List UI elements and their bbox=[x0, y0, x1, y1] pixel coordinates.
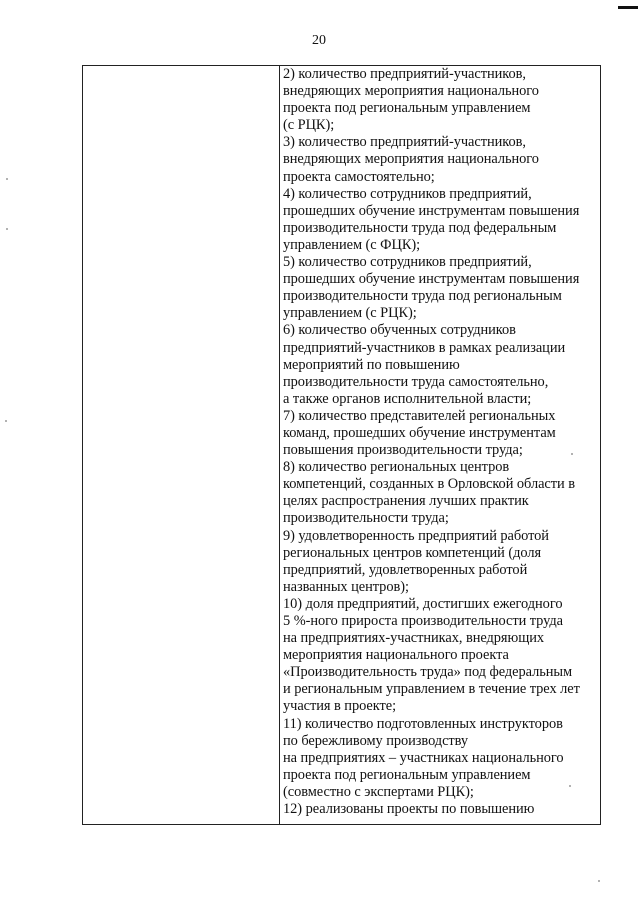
cell-text-line: 10) доля предприятий, достигших ежегодного bbox=[283, 595, 563, 612]
scan-speck bbox=[598, 880, 600, 882]
cell-text-line: 4) количество сотрудников предприятий, bbox=[283, 185, 532, 202]
cell-text-line: 12) реализованы проекты по повышению bbox=[283, 801, 535, 818]
cell-text-line: команд, прошедших обучение инструментам bbox=[283, 424, 556, 441]
cell-text-line: а также органов исполнительной власти; bbox=[283, 390, 532, 407]
cell-text-line: «Производительность труда» под федеральным bbox=[283, 664, 573, 681]
cell-text-line: названных центров); bbox=[283, 578, 409, 595]
scan-corner-mark bbox=[618, 6, 638, 9]
table-left-cell bbox=[83, 66, 280, 825]
cell-text-line: предприятий, удовлетворенных работой bbox=[283, 561, 528, 578]
cell-text-line: производительности труда самостоятельно, bbox=[283, 373, 549, 390]
cell-text-line: 3) количество предприятий-участников, bbox=[283, 134, 526, 151]
cell-text-line: проекта под региональным управлением bbox=[283, 766, 531, 783]
cell-text-line: (совместно с экспертами РЦК); bbox=[283, 783, 474, 800]
scan-speck bbox=[569, 785, 571, 787]
cell-text-line: и региональным управлением в течение трех лет bbox=[283, 681, 580, 698]
cell-text-line: предприятий-участников в рамках реализации bbox=[283, 339, 566, 356]
cell-text-line: прошедших обучение инструментам повышения bbox=[283, 271, 580, 288]
scan-speck bbox=[571, 453, 573, 455]
cell-text-line: мероприятий по повышению bbox=[283, 356, 460, 373]
cell-text-line: 2) количество предприятий-участников, bbox=[283, 66, 526, 82]
cell-text-line: целях распространения лучших практик bbox=[283, 493, 529, 510]
cell-text-line: на предприятиях – участниках национального bbox=[283, 749, 564, 766]
scan-speck bbox=[6, 178, 8, 180]
cell-text-line: 9) удовлетворенность предприятий работой bbox=[283, 527, 549, 544]
cell-text-line: мероприятия национального проекта bbox=[283, 647, 509, 664]
table-row bbox=[83, 66, 601, 825]
cell-text-line: 6) количество обученных сотрудников bbox=[283, 322, 516, 339]
cell-text-line: управлением (с РЦК); bbox=[283, 305, 417, 322]
cell-text-line: проекта под региональным управлением bbox=[283, 100, 531, 117]
cell-text-line: производительности труда; bbox=[283, 510, 449, 527]
cell-text-line: проекта самостоятельно; bbox=[283, 168, 435, 185]
cell-text-line: производительности труда под региональным bbox=[283, 288, 562, 305]
cell-text-line: по бережливому производству bbox=[283, 732, 469, 749]
cell-text-line: региональных центров компетенций (доля bbox=[283, 544, 542, 561]
indicators-table bbox=[82, 65, 601, 825]
cell-text-line: повышения производительности труда; bbox=[283, 442, 523, 459]
cell-text-line: управлением (с ФЦК); bbox=[283, 236, 421, 253]
cell-text-line: 5) количество сотрудников предприятий, bbox=[283, 254, 532, 271]
cell-text-line: участия в проекте; bbox=[283, 698, 397, 715]
cell-text-line: производительности труда под федеральным bbox=[283, 219, 557, 236]
scan-speck bbox=[6, 228, 8, 230]
table-right-cell bbox=[280, 66, 601, 825]
cell-text-line: 8) количество региональных центров bbox=[283, 459, 510, 476]
cell-text-line: 5 %-ного прироста производительности труда bbox=[283, 613, 563, 629]
cell-text-line: на предприятиях-участниках, внедряющих bbox=[283, 630, 545, 647]
cell-text-line: прошедших обучение инструментам повышения bbox=[283, 202, 580, 219]
cell-text-line: компетенций, созданных в Орловской области в bbox=[283, 476, 575, 493]
indicator-list bbox=[280, 66, 600, 818]
cell-text-line: 11) количество подготовленных инструкторов bbox=[283, 715, 563, 732]
scan-speck bbox=[5, 420, 7, 422]
cell-text-line: внедряющих мероприятия национального bbox=[283, 151, 539, 168]
cell-text-line: 7) количество представителей региональных bbox=[283, 407, 556, 424]
page-number: 20 bbox=[312, 33, 326, 48]
cell-text-line: внедряющих мероприятия национального bbox=[283, 83, 539, 100]
cell-text-line: (с РЦК); bbox=[283, 117, 335, 134]
